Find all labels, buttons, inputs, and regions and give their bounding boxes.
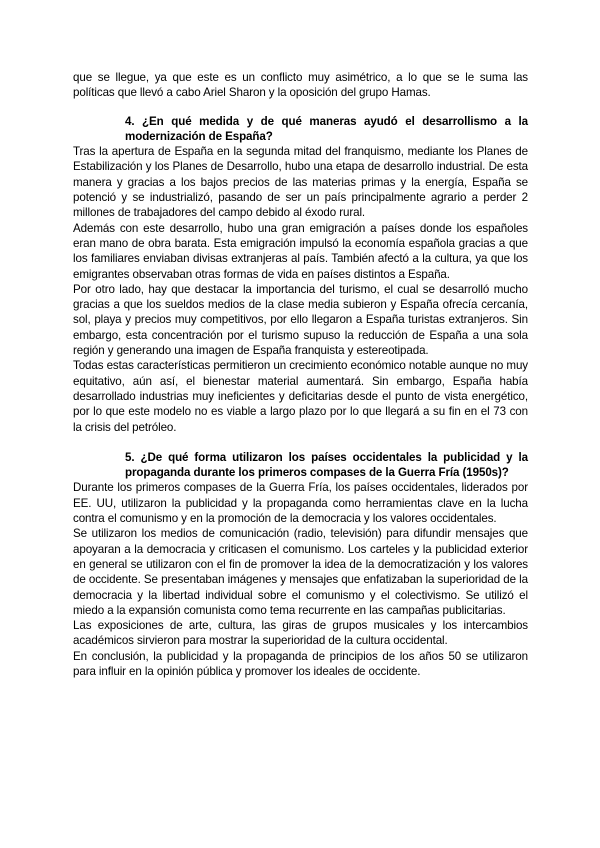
section-4-paragraph-3: Por otro lado, hay que destacar la importancia del turismo, el cual se desarrolló mucho gracias a que los sueldos medios de la clase media subieron y España ofrecía cercanía, sol, playa y precios muy competitivos, por ello llegaron a España turistas extranjeros. Sin embargo, esta concentración por el turismo supuso la reducción de España a una sola región y generando una imagen de España franquista y estereotipada. [73,282,528,358]
section-4-heading: 4. ¿En qué medida y de qué maneras ayudó el desarrollismo a la modernización de España? [125,114,528,143]
section-5-paragraph-2: Se utilizaron los medios de comunicación (radio, televisión) para difundir mensajes que apoyaran a la democracia y criticasen el comunismo. Los carteles y la publicidad exterior en general se utilizaron con el fin de promover la idea de la democratización y los valores de occidente. Se presentaban imágenes y mensajes que enfatizaban la superioridad de la democracia y la libertad individual sobre el comunismo y el colectivismo. Se utilizó el miedo a la expansión comunista como tema recurrente en las campañas publicitarias. [73,527,528,617]
intro-paragraph: que se llegue, ya que este es un conflicto muy asimétrico, a lo que se le suma las políticas que llevó a cabo Ariel Sharon y la oposición del grupo Hamas. [73,71,528,100]
section-5-paragraph-3: Las exposiciones de arte, cultura, las giras de grupos musicales y los intercambios académicos sirvieron para mostrar la superioridad de la cultura occidental. [73,619,528,648]
section-4-paragraph-1: Tras la apertura de España en la segunda mitad del franquismo, mediante los Planes de Estabilización y los Planes de Desarrollo, hubo una etapa de desarrollo industrial. De esta manera y gracias a los bajos precios de las materias primas y la energía, España se potenció y se industrializó, pasando de ser un país principalmente agrario a perder 2 millones de trabajadores del campo debido al éxodo rural. [73,145,528,220]
section-4-paragraph-4: Todas estas características permitieron un crecimiento económico notable aunque no muy equitativo, aún así, el bienestar material aumentará. Sin embargo, España había desarrollado industrias muy ineficientes y deficitarias desde el punto de vista energético, por lo que este modelo no es viable a largo plazo por lo que llegará a su fin en el 73 con la crisis del petróleo. [73,359,528,434]
page-body [73,70,528,679]
section-5-paragraph-1: Durante los primeros compases de la Guerra Fría, los países occidentales, liderados por EE. UU, utilizaron la publicidad y la propaganda como herramientas clave en la lucha contra el comunismo y en la promoción de la democracia y los valores occidentales. [73,481,528,526]
section-5-paragraph-4: En conclusión, la publicidad y la propaganda de principios de los años 50 se utilizaron para influir en la opinión pública y promover los ideales de occidente. [73,649,528,678]
section-spacer [73,101,528,114]
section-5-heading: 5. ¿De qué forma utilizaron los países occidentales la publicidad y la propaganda durante los primeros compases de la Guerra Fría (1950s)? [125,450,528,480]
section-4-paragraph-2: Además con este desarrollo, hubo una gran emigración a países donde los españoles eran mano de obra barata. Esta emigración impulsó la economía española gracias a que los familiares enviaban divisas extranjeras al país. También afectó a la cultura, ya que los emigrantes observaban otras formas de vida en países distintos a España. [73,221,528,281]
section-spacer [73,435,528,450]
